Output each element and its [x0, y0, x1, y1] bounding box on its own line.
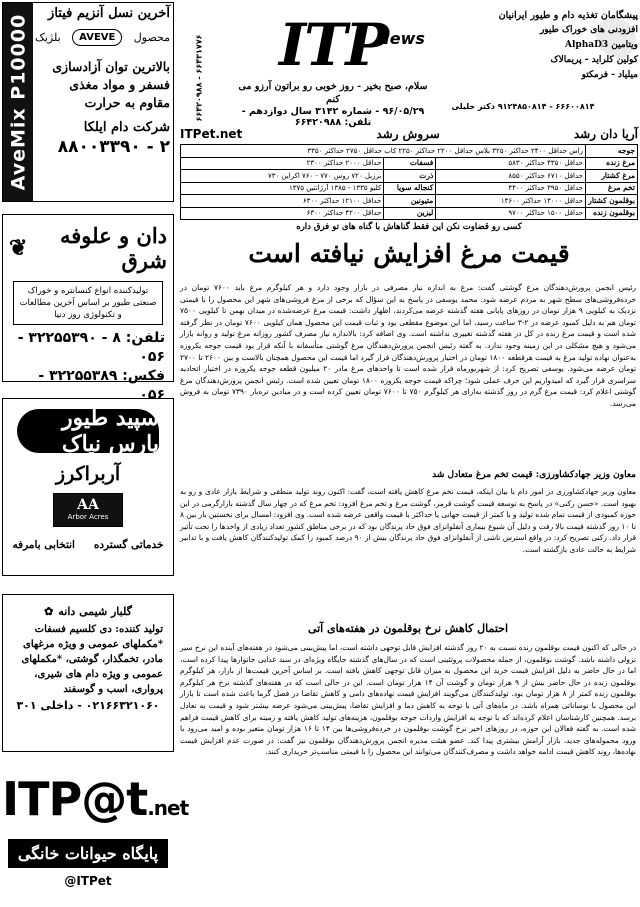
itp-logo-text: ITP	[279, 11, 387, 79]
danoalofe-box: تولیدکننده انواع کنسانتره و خوراک صنعتی طیور بر اساس آخرین مطالعات و تکنولوژی روز دنیا	[13, 281, 163, 325]
leaf-icon: ❦	[9, 235, 28, 261]
arbor-acres-mark: AA	[77, 497, 99, 513]
price-value: حداقل ۱۵۰۰ حداکثر ۹۷۰۰	[436, 207, 586, 220]
avemix-line1: آخرین نسل آنزیم فیتاز	[48, 6, 170, 21]
avemix-country: بلژیک	[35, 31, 61, 44]
golbar-title: گلبار شیمی دانه	[58, 605, 132, 618]
article-body: رئیس انجمن پرورش‌دهندگان مرغ گوشتی گفت: مرغ به اندازه نیاز مصرفی در بازار وجود دارد و هر کیلوگرم مرغ باید ۷۶۰۰ تومان در خرده‌فروشی‌های سطح شهر به مردم عرضه شود. محمد یوسفی در پاسخ به این سؤال که برخی از مرغ فروشی‌های شهر این محصول را با قیمتی نزدیک به کیلویی ۹ هزار تومان در روزهای پایانی هفته گذشته عرضه می‌کردند، اظهار داشت: قیمت مرغ عرضه‌شده در میدان بهمن تا کیلویی ۷۵۰۰ تومان هم به دلیل کمبود عرضه در ۲-۳ ساعت رسید، اما این موضوع مقطعی بود و ثبات قیمت این محصول همان کیلویی ۷۶۰۰ تومان در نظر گرفته شده است و قیمت مرغ زنده در کل در هفته گذشته تغییری نداشته است. وی اضافه کرد: بالاندازه نیاز مصرف کشور روزانه مرغ تولید و روانه بازار می‌شود و هیچ مشکلی در این زمینه وجود ندارد. به گفته رئیس انجمن پرورش‌دهندگان مرغ گوشتی متأسفانه با آنکه قرار بود قیمت جوجه یکروزه به‌عنوان نهاده تولید مرغ به قیمت هرقطعه ۱۸۰۰ تومان در اختیار پرورش‌دهندگان قرار گیرد اما قیمت این محصول همچنان بالاست و بین ۲۶۰۰ تا ۲۷۰۰ تومان عرضه می‌شود. یوسفی تصریح کرد: از شهریورماه قرار شده است تا واحدهای مرغ مادر ۲۰ میلیون قطعه جوجه یکروزه در اختیار اتحادیه سراسری قرار گیرد که امیدواریم این حرف عملی شود؛ چراکه قیمت جوجه یکروزه ۱۸۰۰ تومان تعیین شده است. رئیس انجمن پرورش‌دهندگان مرغ گوشتی اعلام کرد: قیمت مرغ گرم در روز گذشته به‌ازای هر کیلوگرم ۷۵۰ تا ۷۶۰۰ تومان تعیین کرده است و در میادین تره‌بار ۷۳۹۰ تومان به فروش می‌رسد.	[180, 283, 636, 408]
avemix-company: شرکت دام ایلکا	[83, 120, 170, 135]
aryadan-logo: آریا دان رشد	[573, 127, 638, 141]
arbor-acres-wordmark: Arbor Acres	[67, 513, 109, 521]
itpet-small-logo: ITPet.net	[180, 127, 243, 141]
avemix-brand-row	[35, 29, 170, 46]
price-label: ذرت	[384, 170, 436, 183]
price-label: بوقلمون زنده	[586, 207, 638, 220]
price-table	[180, 144, 638, 220]
flower-icon: ✿	[44, 605, 54, 618]
vertical-phone-text: ۶۶۴۲۰۹۸۸ - ۶۶۴۳۱۷۷۶	[194, 34, 204, 122]
sponsor-item: میلیاد - فرمکتو	[581, 70, 638, 80]
masthead	[180, 2, 638, 130]
masthead-logo-block	[238, 10, 428, 128]
vertical-phone	[184, 22, 208, 122]
main-column	[180, 2, 638, 905]
avemix-product-label: محصول	[133, 31, 170, 44]
table-row	[181, 182, 638, 195]
itp-logo-news: News	[376, 29, 425, 48]
table-row	[181, 207, 638, 220]
price-label: کنجاله سویا	[384, 182, 436, 195]
price-label: مرغ زنده	[586, 157, 638, 170]
arbor-acres-logo	[53, 493, 123, 527]
price-label: متیونین	[384, 195, 436, 208]
price-value: حداقل ۴۳۵۰ حداکثر ۵۸۳۰	[436, 157, 586, 170]
soroush-logo: سروش رشد	[376, 127, 440, 141]
golbar-phone: ۰۲۱۶۶۳۲۱۰۶۰ - داخلی ۳۰۱	[16, 699, 160, 712]
itpet-logo	[2, 770, 189, 837]
itpet-ad[interactable]	[2, 764, 189, 905]
parsnia-logo: سپید طیور پارس نیاک	[17, 409, 159, 453]
danoalofe-fax: فکس: ۳۲۲۵۵۳۸۹ - ۰۵۶	[38, 368, 165, 403]
sponsor-title: پیشگامان تغذیه دام و طیور ایرانیان	[498, 10, 638, 21]
price-value: راس حداقل ۲۴۰۰ حداکثر ۳۲۵۰ بلاس حداقل ۲۲۰۰ حداکثر ۲۲۵۰ کاب حداقل ۲۷۵۰ حداکثر ۳۳۵۰	[181, 145, 586, 158]
itpet-tagline: پایگاه حیوانات خانگی	[8, 839, 168, 868]
itp-logo	[279, 10, 425, 80]
table-row	[181, 170, 638, 183]
parsnia-left-text: خدماتی گسترده	[93, 539, 164, 551]
golbar-body: تولید کننده: دی کلسیم فسفات *مکملهای عمومی و ویژه مرغهای مادر، تخمگذار، گوشتی، *مکملهای عمومی و ویژه دام های شیری، پرواری، اسب و گوسفند	[21, 624, 163, 695]
sponsor-phone: ۶۶۶۰۰۸۱۴ - ۹۱۲۴۸۵۰۸۱۴ دکتر خلیلی	[451, 102, 595, 111]
price-value: حداقل ۱۲۱۰۰ حداکثر ۶۳۰۰	[181, 195, 384, 208]
avemix-vertical-text: AveMix P10000	[7, 13, 29, 191]
table-row	[181, 195, 638, 208]
price-label: بوقلمون کشتار	[586, 195, 638, 208]
price-value: حداقل ۳۹۵۰ حداکثر ۴۴۰۰	[436, 182, 586, 195]
itpet-handle[interactable]: @ITPet	[64, 874, 112, 888]
itpet-logo-net: .net	[147, 796, 189, 820]
price-value: حداقل ۱۴۰۰۰ حداکثر ۱۴۶۰۰	[436, 195, 586, 208]
arbor-acres-name: آربراکرز	[55, 463, 121, 485]
table-row	[181, 145, 638, 158]
danoalofe-title: دان و علوفه شرق	[60, 223, 167, 273]
sponsor-item: ویتامین AlphaD3	[565, 40, 638, 50]
price-label: مرغ کشتار	[586, 170, 638, 183]
golbar-ad[interactable]	[2, 594, 174, 752]
ads-column	[2, 2, 189, 905]
daily-quote: کسی رو قضاوت نکن این فقط گناهاش با گناه های تو فرق داره	[296, 222, 522, 232]
logo-strip	[180, 124, 638, 144]
price-value: حداقل ۲۰۰۰ حداکثر ۲۳۰۰	[181, 157, 384, 170]
masthead-sponsor	[488, 8, 638, 83]
price-label: تخم مرغ	[586, 182, 638, 195]
price-value: برزیل ۷۲۰ روس ۷۷۰ - ۷۶۰ اکراین ۷۳۰	[181, 170, 384, 183]
sponsor-item: کولین کلراید - پریمالاک	[550, 55, 638, 65]
avemix-ad[interactable]	[2, 2, 174, 202]
aveve-logo: AVEVE	[72, 29, 122, 46]
avemix-description: بالاترین توان آزادسازی فسفر و مواد مغذی مقاوم به حرارت	[52, 59, 170, 110]
subheading: احتمال کاهش نرخ بوقلمون در هفته‌های آتی	[307, 622, 509, 635]
price-label: فسفات	[384, 157, 436, 170]
price-value: حداقل ۴۲۰۰ حداکثر ۶۳۰۰	[181, 207, 384, 220]
parsnia-ad[interactable]	[2, 398, 174, 576]
price-value: کلیو ۱۳۳۵ - ۱۳۸۵ آرژانتین ۱۳۷۵	[181, 182, 384, 195]
avemix-vertical-bar	[3, 3, 33, 201]
danoalofe-ad[interactable]	[2, 214, 174, 403]
main-headline: قیمت مرغ افزایش نیافته است	[248, 239, 570, 268]
article-body: معاون وزیر جهادکشاورزی در امور دام با بیان اینکه، قیمت تخم مرغ کاهش یافته است، گفت: اکنون روند تولید منطقی و شرایط بازار عادی و رو به بهبود است. «حسن رکنی» در پاسخ به توسعه قیمت گوشت قرمز، گوشت مرغ و تخم مرغ افزود: تخم مرغ که در چهار سال گذشته بازارگرمی در این حوزه کمبودی از قیمت تمام شده تولید و با کمتر از قیمت جهانی یا حداکثر با قیمت واقعی عرضه شده است. وی افزود: امسال برای نخستین بار بین ۸ تا ۱۰ روز گذشته قیمت بالا رفت و دلیل آن شیوع بیماری آنفلوانزای فوق حاد پرندگان بود که در برخی مناطق کشور تعداد زیادی از واحدها را تحت تأثیر قرار داد. رکنی تصریح کرد: در واقع استرس ناشی از آنفلوانزای فوق حاد پرندگان بیش از ۹۰ درصد کمبود را کمک تولیدکنندگان کاهش یافت و با تدابیر شرایط به حالت عادی بازگشته است.	[180, 487, 637, 554]
price-label: جوجه	[586, 145, 638, 158]
article-body: در حالی که اکنون قیمت بوقلمون زنده نسبت به ۲۰ روز گذشته افزایش قابل توجهی داشته است، اما پیش‌بینی می‌شود در هفته‌های آینده این نرخ سیر نزولی داشته باشد. گوشت بوقلمون، از جمله محصولات پروتئینی است که در سال‌های گذشته جایگاه ویژه‌ای در سبد غذایی خانوارها پیدا کرده است، اما در حال حاضر به دلیل افزایش قیمت خرید این محصول به میزان قابل توجهی کاهش یافته است. بر اساس آخرین قیمت‌ها از بازار، هر کیلوگرم بوقلمون زنده در حال حاضر بیش از ۹ هزار تومان و گوشت آن ۱۴ هزار تومان است. این در حالی است که در هفته‌های گذشته نرخ هر کیلوگرم بوقلمون زنده کمتر از ۸ هزار تومان بود. تولیدکنندگان می‌گویند افزایش قیمت نهاده‌های دامی و کاهش تقاضا در فصل گرما باعث شده است تا بازار این محصول با نوساناتی همراه باشد. در ماه‌های آتی با توجه به کاهش دما و افزایش تقاضا، پیش‌بینی می‌شود عرضه بیشتر شود و قیمت به تعادل برسد. همچنین کارشناسان اعلام کرده‌اند که با توجه به افزایش واردات جوجه بوقلمون، هزینه‌های تولید کاهش یافته و زمینه برای کاهش قیمت فراهم شده است. به گفته فعالان این حوزه، در روزهای اخیر نرخ گوشت بوقلمون در خرده‌فروشی‌ها بین ۱۴ تا ۱۶ هزار تومان متغیر بوده و امید می‌رود با ورود محموله‌های جدید، بازار آرامش بیشتری پیدا کند. عضو هیئت مدیره انجمن پرورش‌دهندگان بوقلمون نیز گفت: در صورت عدم افزایش قیمت نهاده‌ها، روند کاهش قیمت ادامه خواهد داشت و مصرف‌کنندگان می‌توانند این محصول را با قیمتی مناسب‌تر خریداری کنند.	[180, 643, 637, 757]
sponsor-item: افزودنی های خوراک طیور	[539, 25, 638, 35]
greeting: سلام، صبح بخیر - روز خوبی رو براتون آرزو می کنم	[238, 81, 428, 105]
price-value: حداقل ۶۷۱۰ حداکثر ۸۵۵۰	[436, 170, 586, 183]
issue-date: ۹۶/۰۵/۲۹ - شماره ۳۱۴۲ سال دوازدهم - تلفن: ۶۶۴۲۰۹۸۸	[241, 106, 425, 128]
danoalofe-tel: تلفن: ۸ - ۳۲۲۵۵۳۹۰ - ۰۵۶	[17, 330, 165, 365]
avemix-phone: ۸۸۰۰۳۳۹۰ - ۲	[57, 137, 170, 157]
price-label: لیزین	[384, 207, 436, 220]
subheading: معاون وزیر جهادکشاورزی: قیمت تخم مرغ متعادل شد	[432, 470, 636, 480]
parsnia-right-text: انتخابی بامرفه	[12, 539, 75, 551]
table-row	[181, 157, 638, 170]
itpet-logo-text: ITP@t	[2, 772, 148, 826]
